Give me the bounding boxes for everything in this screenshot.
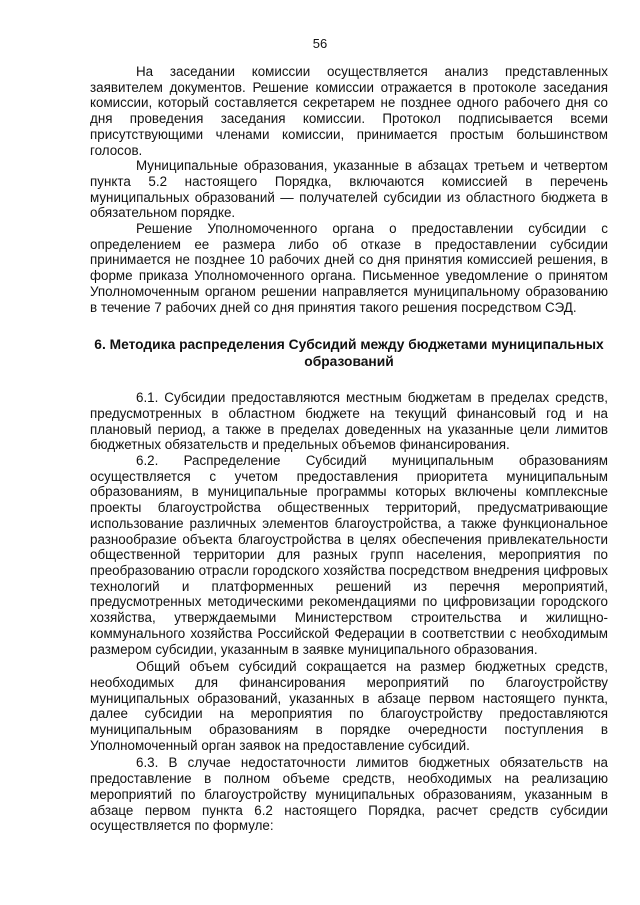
paragraph: Муниципальные образования, указанные в абзацах третьем и четвертом пункта 5.2 настоящего Порядка, включаются комиссией в перечень муниципальных образований — получателей субсидии из областного бюджета в обязательном порядке. [90,158,608,221]
paragraph: 6.1. Субсидии предоставляются местным бюджетам в пределах средств, предусмотренных в областном бюджете на текущий финансовый год и на плановый период, а также в пределах доведенных на указанные цели лимитов бюджетных обязательств и предельных объемов финансирования. [90,390,608,453]
section-title: 6. Методика распределения Субсидий между бюджетами муниципальных образований [94,337,604,370]
paragraph: На заседании комиссии осуществляется анализ представленных заявителем документов. Решение комиссии отражается в протоколе заседания комиссии, который составляется секретарем не позднее одного рабочего дня со дня проведения заседания комиссии. Протокол подписывается всеми присутствующими членами комиссии, принимается простым большинством голосов. [90,64,608,158]
paragraph: 6.2. Распределение Субсидий муниципальным образованиям осуществляется с учетом предоставления приоритета муниципальным образованиям, в муниципальные программы которых включены комплексные проекты благоустройства общественных территорий, предусматривающие использование различных элементов благоустройства, а также функциональное разнообразие объекта благоустройства в целях обеспечения привлекательности общественной территории для разных групп населения, мероприятия по преобразованию отрасли городского хозяйства посредством внедрения цифровых технологий и платформенных решений из перечня мероприятий, предусмотренных методическими рекомендациями по цифровизации городского хозяйства, утверждаемыми Министерством строительства и жилищно-коммунального хозяйства Российской Федерации в соответствии с необходимым размером субсидии, указанным в заявке муниципального образования. [90,453,608,657]
page-number: 56 [312,36,328,51]
paragraph: Общий объем субсидий сокращается на размер бюджетных средств, необходимых для финансирования мероприятий по благоустройству муниципальных образований, указанных в абзаце первом настоящего пункта, далее субсидии на мероприятия по благоустройству предоставляются муниципальным образованиям в порядке очередности поступления в Уполномоченный орган заявок на предоставление субсидий. [90,659,608,753]
paragraph: 6.3. В случае недостаточности лимитов бюджетных обязательств на предоставление в полном объеме средств, необходимых на реализацию мероприятий по благоустройству муниципальных образованиям, указанным в абзаце первом пункта 6.2 настоящего Порядка, расчет средств субсидии осуществляется по формуле: [90,755,608,834]
paragraph: Решение Уполномоченного органа о предоставлении субсидии с определением ее размера либо об отказе в предоставлении субсидии принимается не позднее 10 рабочих дней со дня принятия комиссией решения, в форме приказа Уполномоченного органа. Письменное уведомление о принятом Уполномоченным органом решении направляется муниципальному образованию в течение 7 рабочих дней со дня принятия такого решения посредством СЭД. [90,221,608,315]
